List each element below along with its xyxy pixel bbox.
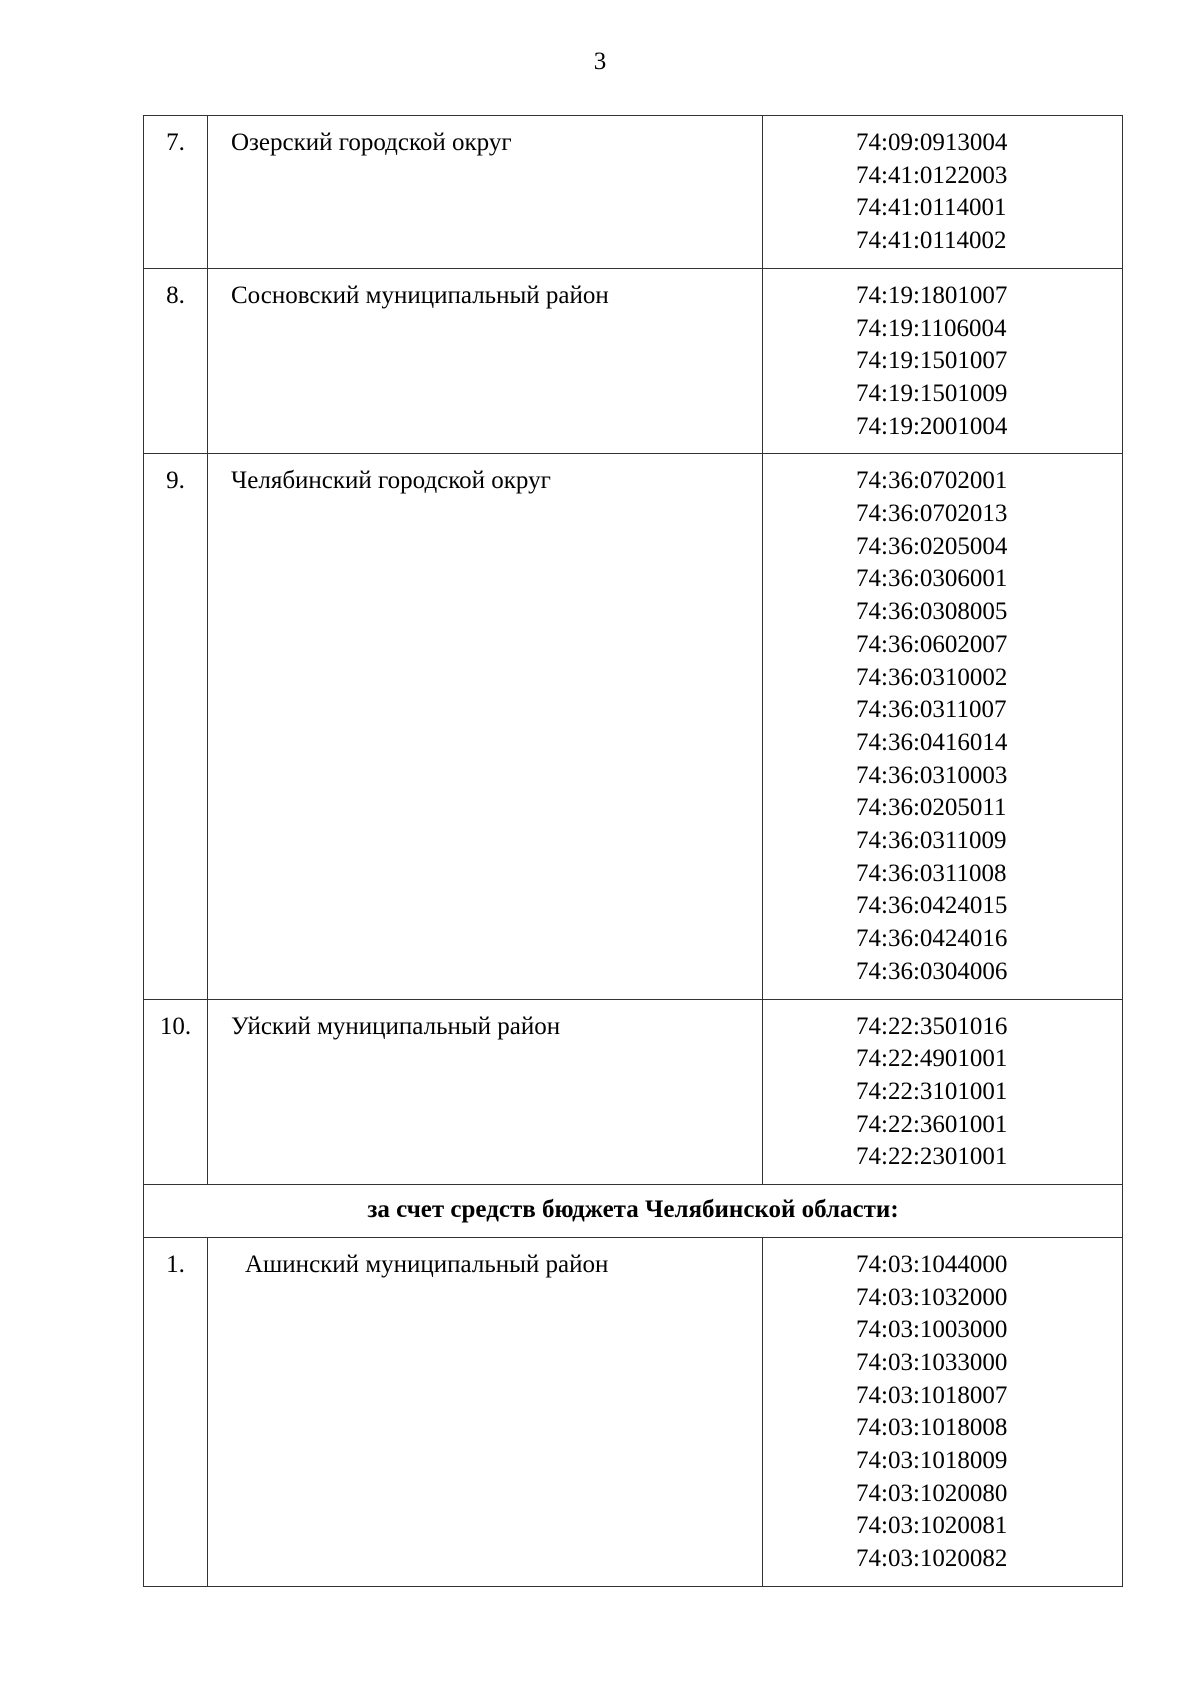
cadastral-code: 74:36:0311007 [856,696,1007,724]
cadastral-code: 74:41:0122003 [856,161,1008,189]
cadastral-code: 74:03:1020082 [856,1545,1008,1573]
cadastral-code: 74:03:1033000 [856,1348,1008,1376]
cadastral-code: 74:03:1018008 [856,1414,1008,1442]
section-header-row [144,1185,1123,1238]
row-number: 1. [144,1237,208,1586]
cadastral-code: 74:36:0310003 [856,761,1008,789]
cadastral-code: 74:22:3101001 [856,1077,1008,1105]
cadastral-codes [763,116,1123,269]
municipality-name: Сосновский муниципальный район [208,268,763,454]
cadastral-code: 74:36:0416014 [856,728,1008,756]
cadastral-code: 74:03:1020081 [856,1512,1008,1540]
cadastral-code: 74:03:1044000 [856,1250,1008,1278]
cadastral-code: 74:22:3601001 [856,1110,1008,1138]
cadastral-code: 74:36:0306001 [856,565,1008,593]
cadastral-table [143,115,1123,1587]
table-row [144,454,1123,999]
cadastral-code: 74:03:1003000 [856,1316,1008,1344]
cadastral-code: 74:36:0702013 [856,500,1008,528]
cadastral-code: 74:19:1501007 [856,347,1008,375]
row-number: 9. [144,454,208,999]
cadastral-code: 74:36:0308005 [856,598,1008,626]
cadastral-code: 74:19:2001004 [856,412,1008,440]
table-row [144,116,1123,269]
row-number: 10. [144,999,208,1185]
cadastral-codes [763,268,1123,454]
cadastral-code: 74:36:0702001 [856,467,1008,495]
cadastral-code: 74:36:0205011 [856,794,1007,822]
municipality-name: Челябинский городской округ [208,454,763,999]
cadastral-code: 74:41:0114002 [856,227,1007,255]
cadastral-code: 74:09:0913004 [856,129,1008,156]
section-header: за счет средств бюджета Челябинской области: [144,1185,1123,1238]
cadastral-codes [763,999,1123,1185]
cadastral-code: 74:36:0205004 [856,532,1008,560]
table-row [144,999,1123,1185]
cadastral-code: 74:03:1032000 [856,1283,1008,1311]
cadastral-code: 74:36:0424016 [856,925,1008,953]
cadastral-code: 74:36:0311008 [856,859,1007,887]
cadastral-code: 74:36:0311009 [856,827,1007,855]
cadastral-codes [763,454,1123,999]
cadastral-codes [763,1237,1123,1586]
cadastral-code: 74:03:1020080 [856,1479,1008,1507]
cadastral-code: 74:03:1018007 [856,1381,1008,1409]
row-number: 7. [144,116,208,269]
cadastral-code: 74:22:2301001 [856,1143,1008,1171]
row-number: 8. [144,268,208,454]
cadastral-code: 74:36:0310002 [856,663,1008,691]
municipality-name: Ашинский муниципальный район [208,1237,763,1586]
municipality-name: Уйский муниципальный район [208,999,763,1185]
cadastral-code: 74:03:1018009 [856,1447,1008,1475]
municipality-name: Озерский городской округ [208,116,763,269]
table-row [144,268,1123,454]
table-row [144,1237,1123,1586]
cadastral-code: 74:19:1106004 [856,314,1007,342]
cadastral-code: 74:22:4901001 [856,1045,1008,1073]
cadastral-code: 74:19:1501009 [856,379,1008,407]
cadastral-code: 74:36:0602007 [856,630,1008,658]
cadastral-code: 74:19:1801007 [856,281,1008,309]
cadastral-code: 74:22:3501016 [856,1012,1008,1040]
cadastral-code: 74:36:0304006 [856,957,1008,985]
cadastral-code: 74:36:0424015 [856,892,1008,920]
page-number: 3 [593,48,607,75]
cadastral-code: 74:41:0114001 [856,194,1007,222]
